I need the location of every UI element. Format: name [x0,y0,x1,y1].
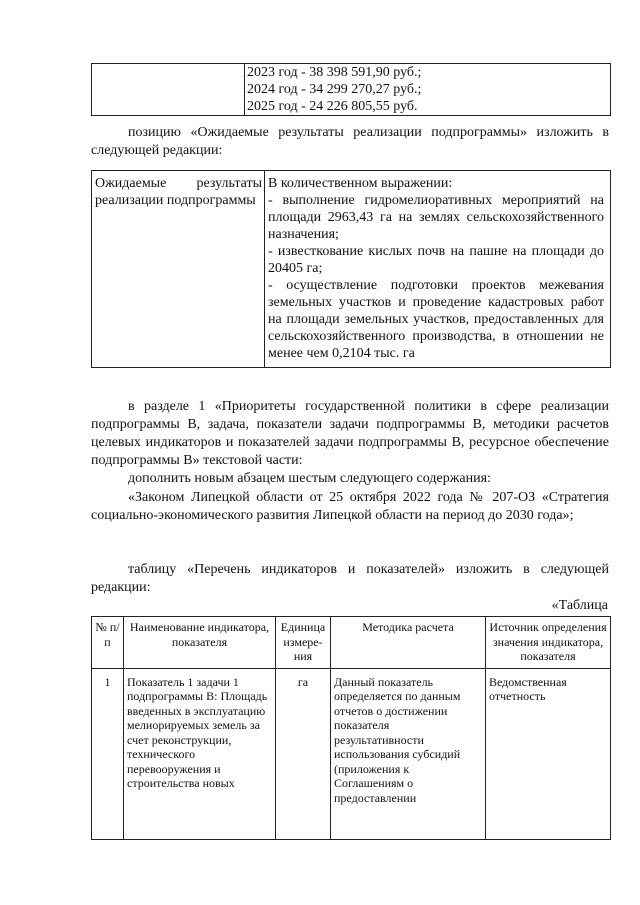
funding-line: 2023 год - 38 398 591,90 руб.; [247,65,422,80]
funding-line: 2024 год - 34 299 270,27 руб.; [247,82,422,97]
table-row [92,64,611,116]
section1-paragraph: в разделе 1 «Приоритеты государственной политики в сфере реализации подпрограммы В, задача, показатели задачи подпрограммы В, методики расчетов целевых индикаторов и показателей задачи подпрограммы В, ресурсное обеспечение подпрограммы В» текстовой части: [91,399,609,468]
header-source: Источник определения значения индикатора, показателя [486,617,611,669]
law-paragraph: «Законом Липецкой области от 25 октября 2022 года № 207-ОЗ «Стратегия социально-экономического развития Липецкой области на период до 2030 года»; [91,490,609,523]
table-caption: «Таблица [551,598,608,613]
cell-unit: га [276,668,331,839]
funding-line: 2025 год - 24 226 805,55 руб. [247,99,418,114]
cell-indicator-name: Показатель 1 задачи 1 подпрограммы В: Площадь введенных в эксплуатацию мелиорируемых земель за счет реконструкции, технического перевооружения и строительства новых [124,668,276,839]
results-label-cell: Ожидаемые результаты реализации подпрограммы [92,171,265,368]
expected-results-intro: позицию «Ожидаемые результаты реализации подпрограммы» изложить в следующей редакции: [91,125,609,158]
table-header-row [92,617,611,669]
results-line: В количественном выражении: [268,176,453,191]
expected-results-table [91,170,611,368]
funding-values-cell [245,64,611,116]
funding-label-cell [92,64,245,116]
header-method: Методика расчета [331,617,486,669]
table-intro-paragraph: таблицу «Перечень индикаторов и показателей» изложить в следующей редакции: [91,562,609,595]
header-indicator-name: Наименование индикатора, показателя [124,617,276,669]
results-line: - выполнение гидромелиоративных мероприятий на площади 2963,43 га на землях сельскохозяйственного назначения; [268,193,604,242]
table-row [92,171,611,368]
results-content-cell [265,171,611,368]
results-line: - осуществление подготовки проектов межевания земельных участков и проведение кадастровых работ на площади земельных участков, предоставленных для сельскохозяйственного производства, в отношении не менее чем 0,2104 тыс. га [268,278,604,361]
cell-source: Ведомственная отчетность [486,668,611,839]
header-unit: Единица измере-ния [276,617,331,669]
cell-number: 1 [92,668,124,839]
cell-method: Данный показатель определяется по данным отчетов о достижении показателя результативности использования субсидий (приложения к Соглашениям о предоставлении [331,668,486,839]
add-paragraph-instruction: дополнить новым абзацем шестым следующего содержания: [128,471,491,486]
indicators-table [91,616,611,840]
results-line: - известкование кислых почв на пашне на площади до 20405 га; [268,244,604,276]
header-number: № п/п [92,617,124,669]
table-row [92,668,611,839]
funding-table [91,63,611,116]
